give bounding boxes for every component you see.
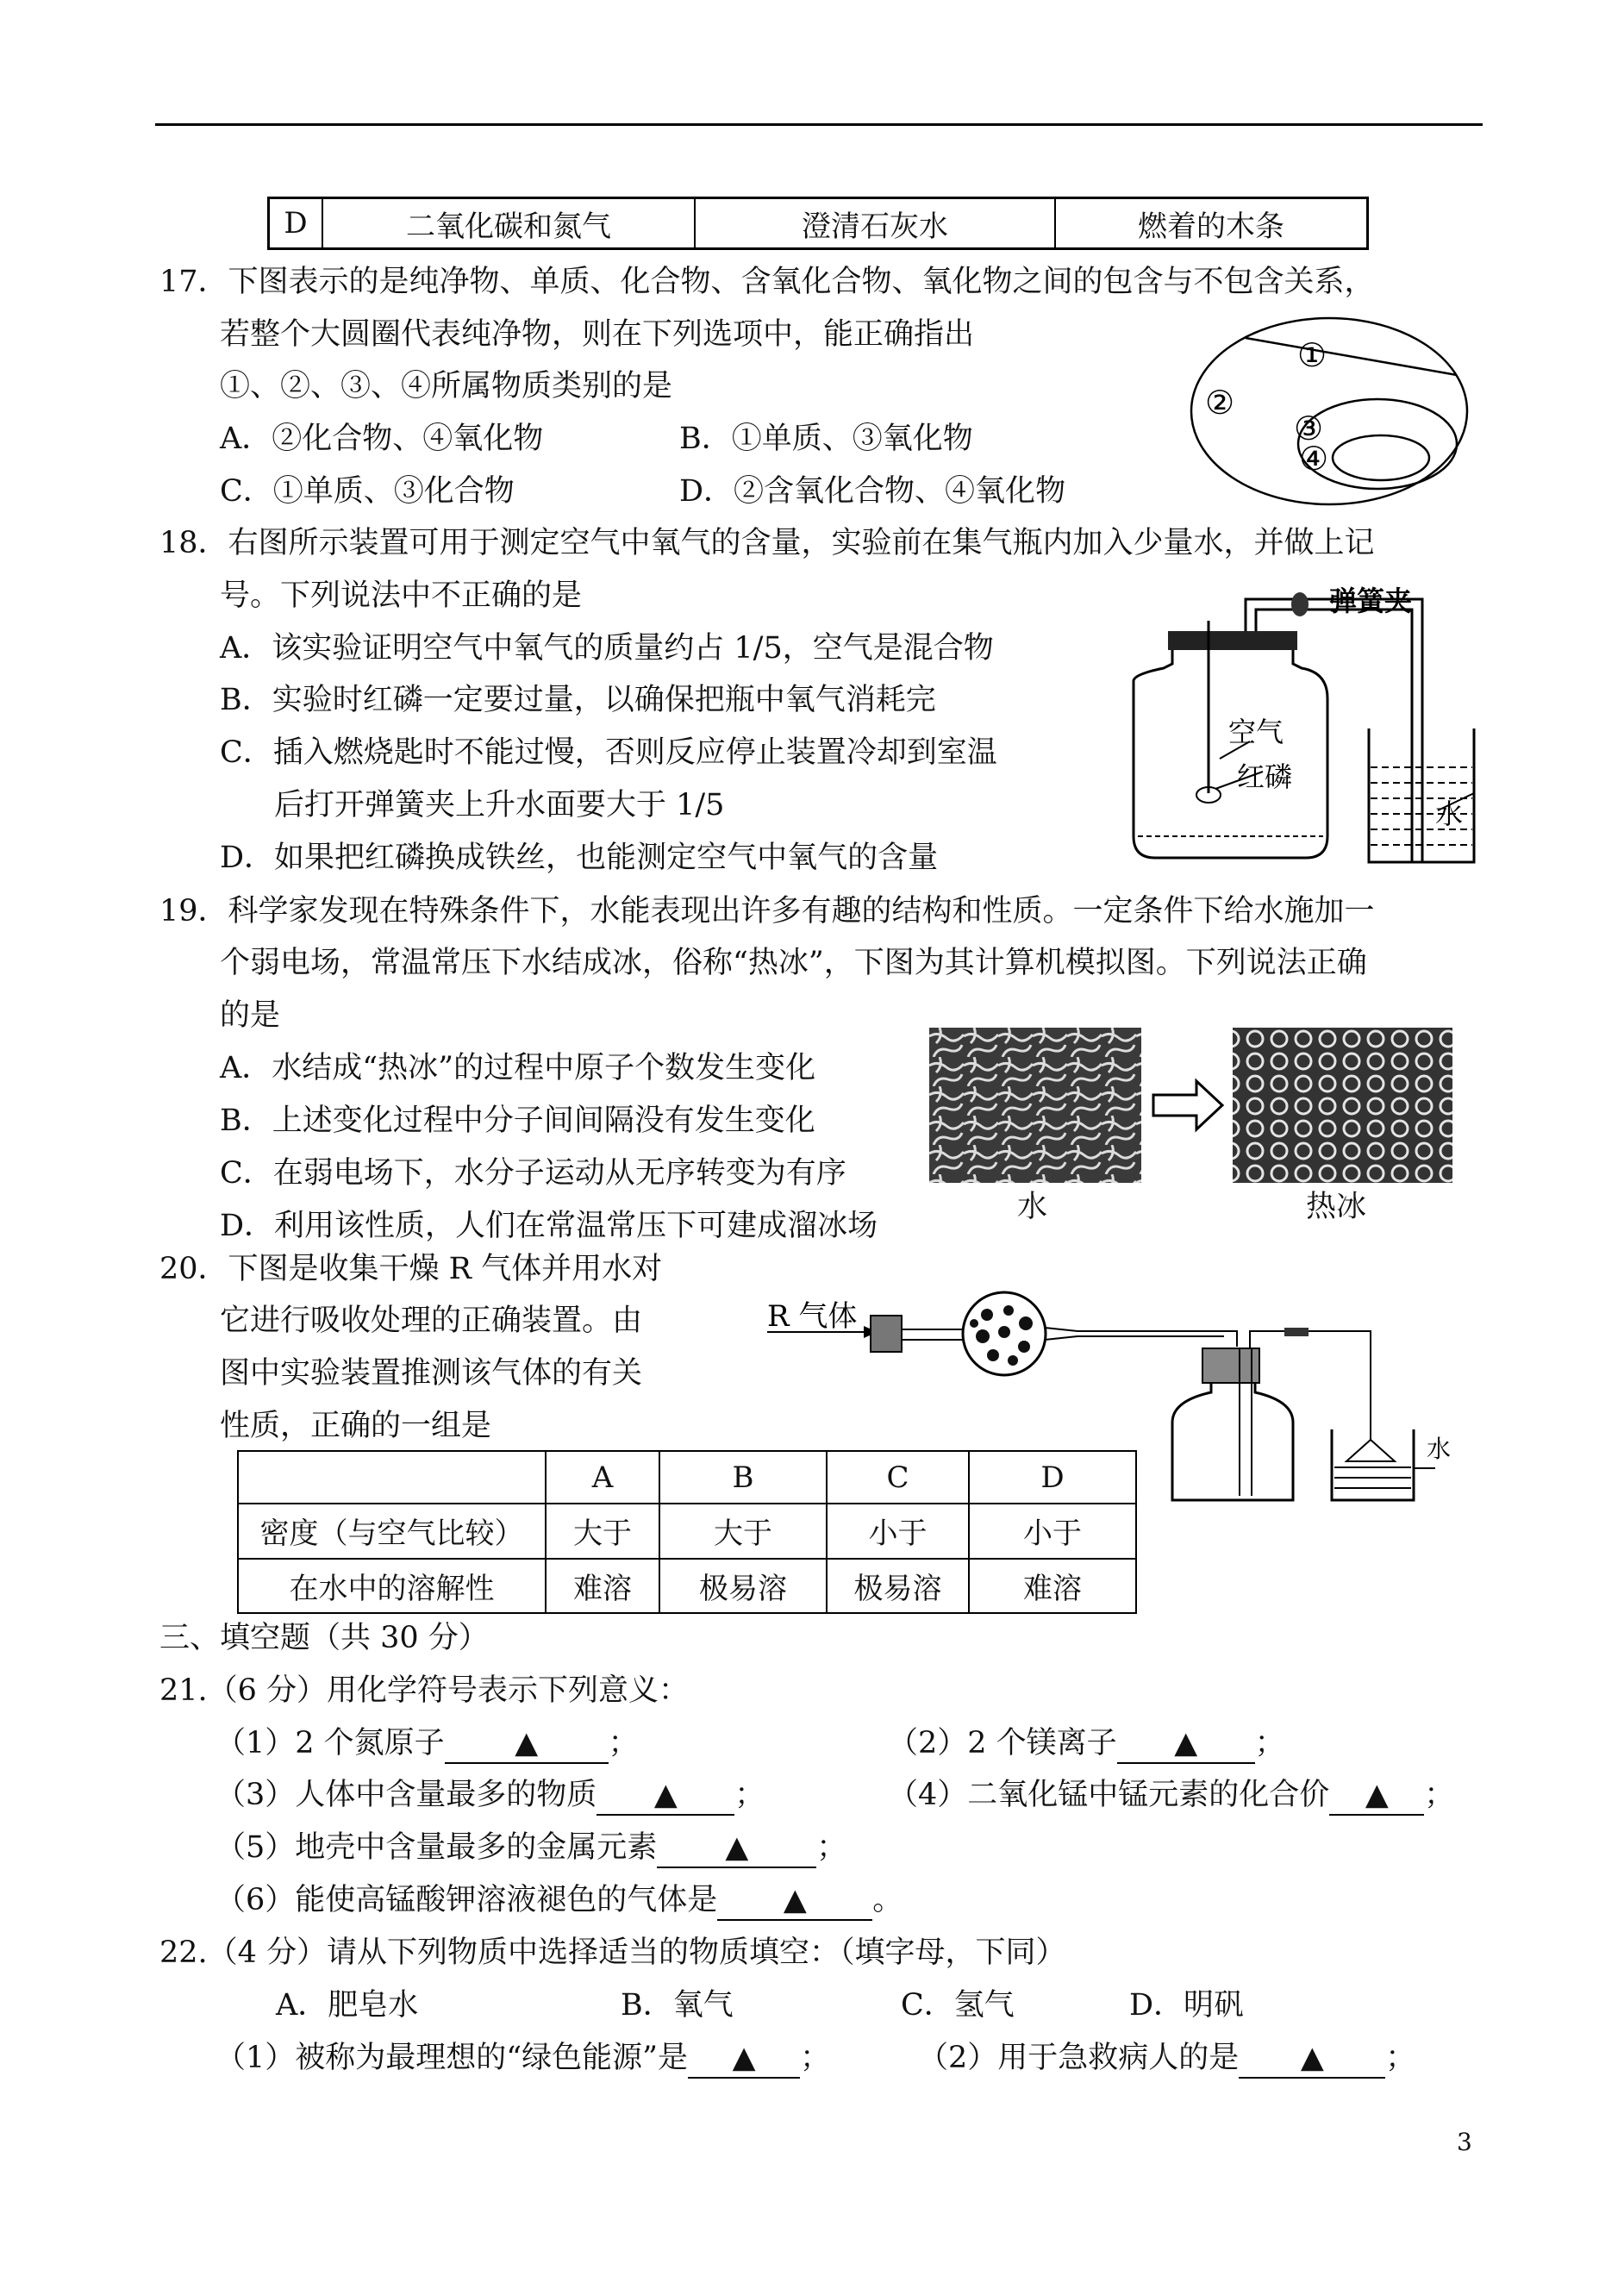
q21-item: （2）2 个镁离子 ▲ ； xyxy=(888,1724,1285,1764)
table-cell: 极易溶 xyxy=(827,1559,969,1613)
q21-item: （3）人体中含量最多的物质 ▲ ； xyxy=(215,1776,765,1816)
q19-option-a: A．水结成“热冰”的过程中原子个数发生变化 xyxy=(220,1051,816,1085)
label-3: ③ xyxy=(1294,410,1324,447)
table-header-cell: D xyxy=(969,1451,1136,1504)
q19-simulation-images xyxy=(929,1028,1464,1200)
answer-blank[interactable]: ▲ xyxy=(1239,2039,1385,2079)
cell: D xyxy=(269,198,323,249)
q20-stem: 它进行吸收处理的正确装置。由 xyxy=(220,1304,643,1338)
table-row xyxy=(238,1559,1136,1613)
q21-item: （4）二氧化锰中锰元素的化合价 ▲ ； xyxy=(888,1776,1454,1816)
q18-stem: 18．右图所示装置可用于测定空气中氧气的含量，实验前在集气瓶内加入少量水，并做上记 xyxy=(159,526,1375,560)
q19-stem: 19．科学家发现在特殊条件下，水能表现出许多有趣的结构和性质。一定条件下给水施加一 xyxy=(159,894,1375,929)
label-phosphorus: 红磷 xyxy=(1237,760,1293,793)
water-label: 水 xyxy=(1427,1435,1452,1463)
table-cell: 大于 xyxy=(659,1504,827,1558)
label-1: ① xyxy=(1297,336,1327,374)
label-4: ④ xyxy=(1299,440,1329,478)
cell: 燃着的木条 xyxy=(1055,198,1368,249)
q21-stem: 21.（6 分）用化学符号表示下列意义： xyxy=(159,1673,690,1708)
answer-blank[interactable]: ▲ xyxy=(1117,1724,1255,1764)
table-cell: 小于 xyxy=(969,1504,1136,1558)
q21-item: （5）地壳中含量最多的金属元素 ▲ ； xyxy=(215,1829,846,1868)
q22-item: （2）用于急救病人的是 ▲ ； xyxy=(918,2039,1415,2079)
q21-item: （1）2 个氮原子 ▲ ； xyxy=(215,1724,639,1764)
q17-stem: 若整个大圆圈代表纯净物，则在下列选项中，能正确指出 xyxy=(220,317,975,352)
table-cell: 密度（与空气比较） xyxy=(238,1504,546,1558)
cell: 澄清石灰水 xyxy=(695,198,1055,249)
q18-option-b: B．实验时红磷一定要过量，以确保把瓶中氧气消耗完 xyxy=(220,683,936,717)
q20-table xyxy=(237,1450,1137,1614)
q22-stem: 22.（4 分）请从下列物质中选择适当的物质填空：（填字母，下同） xyxy=(159,1935,1066,1970)
label-2: ② xyxy=(1205,384,1235,422)
table-header-cell: B xyxy=(659,1451,827,1504)
answer-blank[interactable]: ▲ xyxy=(657,1829,816,1868)
table-cell: 大于 xyxy=(546,1504,659,1558)
q17-circle-diagram xyxy=(1181,306,1483,522)
q22-item: （1）被称为最理想的“绿色能源”是 ▲ ； xyxy=(215,2039,830,2079)
label-clamp: 弹簧夹 xyxy=(1329,585,1413,617)
page-number: 3 xyxy=(1457,2128,1472,2156)
q17-option-b: B．①单质、③氧化物 xyxy=(679,422,973,456)
answer-blank[interactable]: ▲ xyxy=(445,1724,609,1764)
table-header-cell: A xyxy=(546,1451,659,1504)
q17-option-a: A．②化合物、④氧化物 xyxy=(220,422,544,456)
q17-stem: 17．下图表示的是纯净物、单质、化合物、含氧化合物、氧化物之间的包含与不包含关系， xyxy=(159,265,1375,299)
gas-label: R 气体 xyxy=(767,1299,858,1334)
q19-stem: 个弱电场，常温常压下水结成冰，俗称“热冰”，下图为其计算机模拟图。下列说法正确 xyxy=(220,946,1367,980)
q19-stem: 的是 xyxy=(220,998,281,1033)
q18-option-c: C．插入燃烧匙时不能过慢，否则反应停止装置冷却到室温 xyxy=(220,735,997,770)
table-cell: 在水中的溶解性 xyxy=(238,1559,546,1613)
answer-blank[interactable]: ▲ xyxy=(717,1881,872,1921)
q17-stem: ①、②、③、④所属物质类别的是 xyxy=(220,369,673,403)
table-header-cell: C xyxy=(827,1451,969,1504)
q19-option-b: B．上述变化过程中分子间间隔没有发生变化 xyxy=(220,1104,815,1138)
table-cell: 小于 xyxy=(827,1504,969,1558)
q20-stem: 性质，正确的一组是 xyxy=(220,1409,492,1443)
q21-item: （6）能使高锰酸钾溶液褪色的气体是 ▲ 。 xyxy=(215,1881,903,1921)
q17-option-d: D．②含氧化合物、④氧化物 xyxy=(679,474,1066,509)
table-header-cell xyxy=(238,1451,546,1504)
table-cell: 难溶 xyxy=(546,1559,659,1613)
arrow-icon xyxy=(1153,1081,1222,1129)
q19-option-c: C．在弱电场下，水分子运动从无序转变为有序 xyxy=(220,1156,846,1191)
q18-option-c-cont: 后打开弹簧夹上升水面要大于 1/5 xyxy=(274,788,725,822)
label-water: 水 xyxy=(1435,797,1464,830)
water-caption: 水 xyxy=(1017,1190,1048,1224)
answer-blank[interactable]: ▲ xyxy=(597,1776,734,1816)
q20-stem: 20．下图是收集干燥 R 气体并用水对 xyxy=(159,1252,663,1286)
q18-option-a: A．该实验证明空气中氧气的质量约占 1/5，空气是混合物 xyxy=(220,631,994,666)
table-cell: 极易溶 xyxy=(659,1559,827,1613)
q19-option-d: D．利用该性质，人们在常温常压下可建成溜冰场 xyxy=(220,1209,878,1243)
q22-option-b: B．氧气 xyxy=(621,1988,734,2023)
q18-apparatus-diagram xyxy=(1095,578,1483,875)
previous-table-row xyxy=(267,197,1369,250)
q17-option-c: C．①单质、③化合物 xyxy=(220,474,515,509)
answer-blank[interactable]: ▲ xyxy=(1329,1776,1424,1816)
q18-option-d: D．如果把红磷换成铁丝，也能测定空气中氧气的含量 xyxy=(220,841,939,875)
header-rule xyxy=(155,123,1483,126)
answer-blank[interactable]: ▲ xyxy=(688,2039,800,2079)
q22-option-a: A．肥皂水 xyxy=(276,1988,419,2023)
q22-option-c: C．氢气 xyxy=(901,1988,1015,2023)
q22-option-d: D．明矾 xyxy=(1129,1988,1245,2023)
table-cell: 难溶 xyxy=(969,1559,1136,1613)
section-heading: 三、填空题（共 30 分） xyxy=(159,1621,489,1655)
label-air: 空气 xyxy=(1228,716,1284,748)
hot-ice-structure-image xyxy=(1233,1028,1452,1183)
q18-stem: 号。下列说法中不正确的是 xyxy=(220,578,583,613)
cell: 二氧化碳和氮气 xyxy=(322,198,695,249)
q20-stem: 图中实验装置推测该气体的有关 xyxy=(220,1356,643,1391)
hot-ice-caption: 热冰 xyxy=(1306,1190,1367,1224)
table-row xyxy=(238,1504,1136,1558)
water-structure-image xyxy=(929,1028,1141,1183)
